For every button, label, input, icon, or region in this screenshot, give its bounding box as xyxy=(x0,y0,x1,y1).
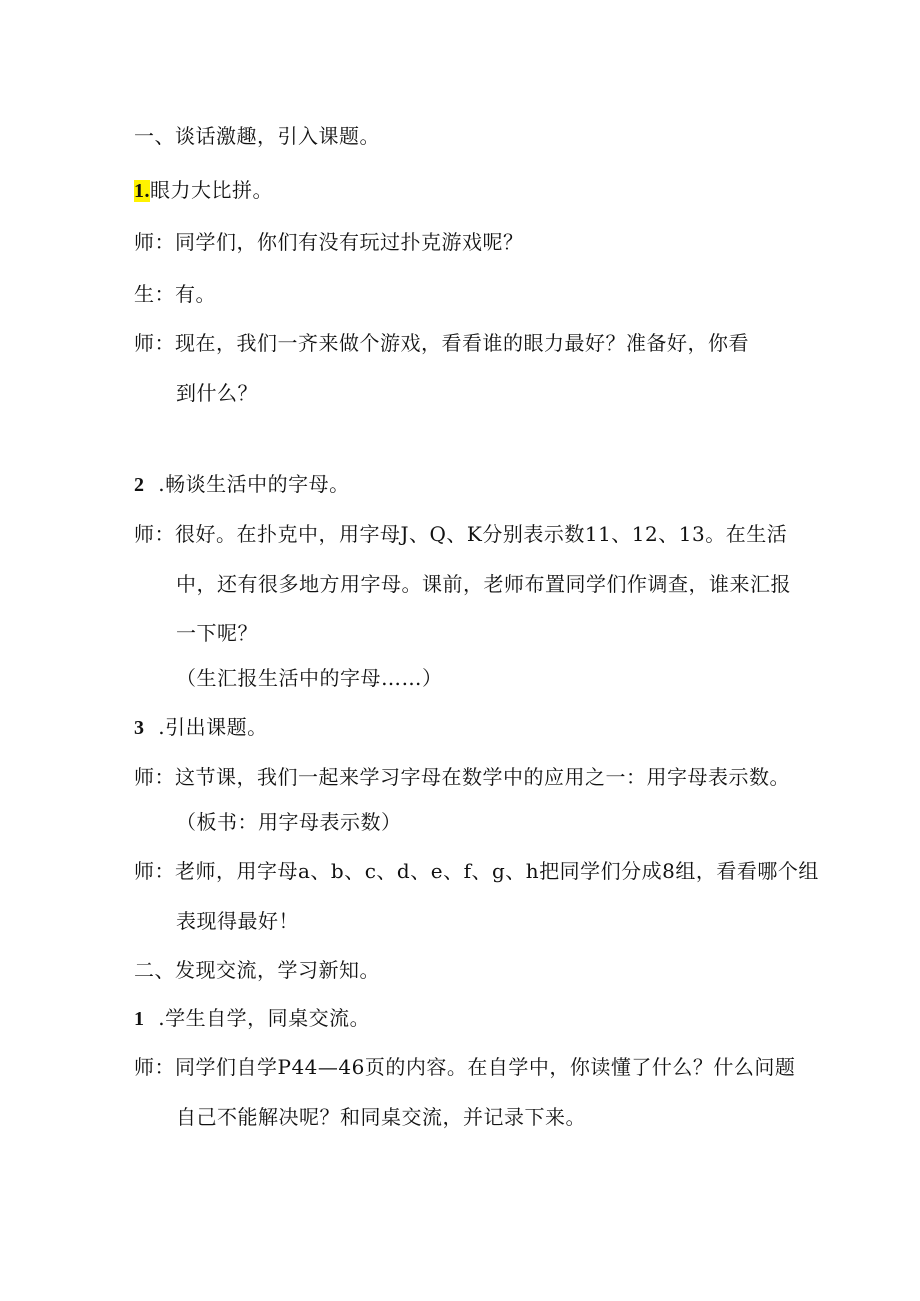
teacher-line-3c: 一下呢？ xyxy=(176,621,258,645)
item1-row xyxy=(134,176,273,205)
teacher-line-2a: 师：现在，我们一齐来做个游戏，看看谁的眼力最好？准备好，你看 xyxy=(134,331,749,355)
item2-text: .畅谈生活中的字母。 xyxy=(158,472,350,496)
teacher-line-6b: 自己不能解决呢？和同桌交流，并记录下来。 xyxy=(176,1105,586,1129)
blackboard-note: （板书：用字母表示数） xyxy=(176,810,402,834)
teacher-line-4: 师：这节课，我们一起来学习字母在数学中的应用之一：用字母表示数。 xyxy=(134,765,790,789)
teacher-line-5a: 师：老师，用字母a、b、c、d、e、f、g、h把同学们分成8组，看看哪个组 xyxy=(134,859,819,883)
teacher-line-3b: 中，还有很多地方用字母。课前，老师布置同学们作调查，谁来汇报 xyxy=(176,572,791,596)
item1-number: 1. xyxy=(134,180,150,202)
teacher-question-1: 师：同学们，你们有没有玩过扑克游戏呢？ xyxy=(134,230,524,254)
teacher-line-6a: 师：同学们自学P44—46页的内容。在自学中，你读懂了什么？什么问题 xyxy=(134,1055,796,1079)
item3-number: 3 xyxy=(134,717,145,739)
teacher-line-2b: 到什么？ xyxy=(176,381,258,405)
student-report: （生汇报生活中的字母……） xyxy=(176,666,443,690)
item2-number: 2 xyxy=(134,474,145,496)
item2-row xyxy=(134,470,350,499)
item4-number: 1 xyxy=(134,1008,145,1030)
item4-text: .学生自学，同桌交流。 xyxy=(158,1006,371,1030)
item3-row xyxy=(134,713,268,742)
item1-text: 眼力大比拼。 xyxy=(150,178,273,202)
section2-heading: 二、发现交流，学习新知。 xyxy=(134,958,380,982)
teacher-line-3a: 师：很好。在扑克中，用字母J、Q、K分别表示数11、12、13。在生活 xyxy=(134,522,788,546)
student-answer-1: 生：有。 xyxy=(134,282,216,306)
section1-heading: 一、谈话激趣，引入课题。 xyxy=(134,124,380,148)
item3-text: .引出课题。 xyxy=(158,715,268,739)
teacher-line-5b: 表现得最好！ xyxy=(176,909,299,933)
item4-row xyxy=(134,1004,370,1033)
